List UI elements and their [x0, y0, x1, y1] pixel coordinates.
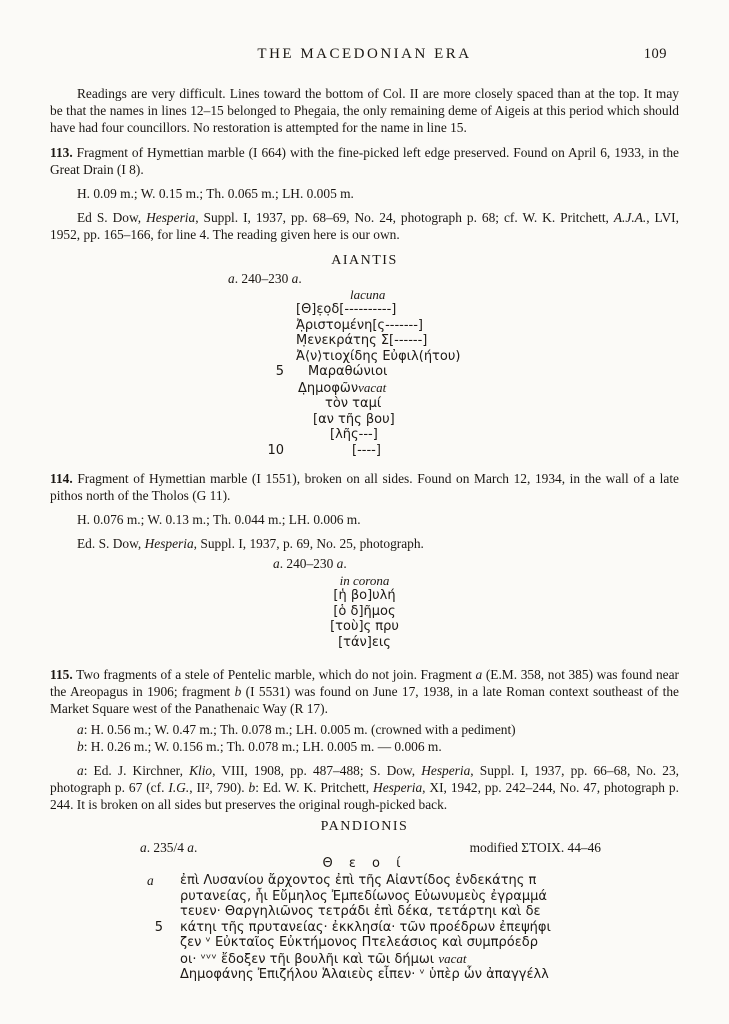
- in-corona-label: in corona: [339, 573, 390, 588]
- inscription-line: [180, 951, 679, 968]
- entry-115-dimensions-a: [50, 721, 679, 738]
- greek-text: [Θ]ε̣ο̣δ[----------]: [296, 302, 397, 317]
- entry-113-date: [228, 270, 679, 287]
- fragment-marker: a: [147, 873, 154, 888]
- bib-text: , Suppl. I, 1937, pp. 66–68, No. 23, photograph p. 67 (cf.: [50, 763, 679, 795]
- entry-115-date: [140, 839, 197, 856]
- greek-text: οι· ᵛᵛᵛ ἔδοξεν τῆι βουλῆι καὶ τῶι δήμωι: [180, 951, 439, 967]
- greek-text: Ἀ⟨ν⟩τιοχίδης Εὐφιλ(ήτου): [296, 348, 461, 364]
- bib-text: , II², 790).: [189, 780, 249, 795]
- journal-title: Klio: [189, 763, 213, 778]
- greek-text: [αν τῆς βου]: [313, 411, 395, 427]
- date-period: .: [343, 556, 347, 571]
- fragment-letter: a: [77, 763, 84, 778]
- entry-114-bibliography: [50, 535, 679, 552]
- heading-aiantis: AIANTIS: [331, 253, 398, 268]
- fragment-letter: a: [475, 667, 483, 682]
- line-number: 5: [275, 364, 284, 379]
- inscription-line: [50, 619, 679, 635]
- date-range: . 240–230: [234, 271, 292, 286]
- greek-text: ζεν ᵛ Εὐκταῖος Εὐκτήμονος Πτελεάσιος καὶ συμπρόεδρ: [180, 935, 538, 950]
- inscription-line: [296, 427, 679, 443]
- greek-text: τὸν ταμί: [325, 396, 382, 411]
- inscription-line: [296, 349, 679, 365]
- entry-113-description-text: Fragment of Hymettian marble (I 664) with the fine-picked left edge preserved. Found on April 6, 1933, in the Great Drain (I 8).: [50, 145, 679, 177]
- journal-title: Hesperia: [144, 536, 194, 551]
- dimensions-text: : H. 0.26 m.; W. 0.156 m.; Th. 0.078 m.; LH. 0.005 m. — 0.006 m.: [83, 739, 442, 754]
- stoichedon-note: modified ΣΤΟΙΧ. 44–46: [469, 840, 601, 855]
- vacat-label: vacat: [438, 950, 467, 966]
- description-text: (E.M. 358, not 385) was found near the Areopagus in 1906; fragment: [50, 667, 679, 699]
- inscription-line: [147, 873, 679, 889]
- inscription-line: [50, 588, 679, 604]
- theoi-invocation: Θ ε ο ί: [322, 856, 407, 871]
- date-range: . 240–230: [279, 556, 337, 571]
- inscription-line: [180, 967, 679, 983]
- bib-text: , Suppl. I, 1937, pp. 68–69, No. 24, photograph p. 68; cf. W. K. Pritchett,: [195, 210, 614, 225]
- entry-113-number: 113.: [50, 145, 73, 160]
- dimensions-text: : H. 0.56 m.; W. 0.47 m.; Th. 0.078 m.; LH. 0.005 m. (crowned with a pediment): [83, 722, 516, 737]
- entry-115-date-row: [50, 839, 679, 856]
- fragment-letter: b: [248, 780, 256, 795]
- fragment-letter: a: [77, 722, 84, 737]
- date-ante-mark: a: [273, 556, 280, 571]
- bib-text: Ed S. Dow,: [77, 210, 147, 225]
- journal-title: A.J.A.: [613, 210, 647, 225]
- bib-text: : Ed. W. K. Pritchett,: [255, 780, 374, 795]
- inscription-line: [267, 442, 679, 459]
- entry-115-bibliography: [50, 762, 679, 813]
- greek-text: Ἀ̣ριστομένη[ς-------]: [296, 317, 423, 333]
- journal-title: Hesperia: [373, 780, 423, 795]
- inscription-line: [154, 919, 679, 936]
- fragment-letter: b: [234, 684, 242, 699]
- inscription-line: [50, 635, 679, 651]
- entry-114-dimensions: H. 0.076 m.; W. 0.13 m.; Th. 0.044 m.; LH. 0.006 m.: [77, 512, 361, 527]
- inscription-line: [296, 302, 679, 318]
- inscription-line: [180, 935, 679, 951]
- running-title: THE MACEDONIAN ERA: [257, 46, 472, 62]
- entry-113-dimensions: H. 0.09 m.; W. 0.15 m.; Th. 0.065 m.; LH. 0.005 m.: [77, 186, 354, 201]
- page-number: 109: [643, 46, 667, 62]
- greek-text: κάτηι τῆς πρυτανείας· ἐκκλησία· τῶν προέδρων ἐπεψήφι: [180, 919, 551, 935]
- bib-text: Ed. S. Dow,: [77, 536, 145, 551]
- bib-text: : Ed. J. Kirchner,: [83, 763, 190, 778]
- greek-text: [ἡ βο]υλή: [333, 588, 396, 603]
- entry-113-bibliography: [50, 209, 679, 243]
- greek-text: τευεν· Θαργηλιῶνος τετράδι ἐπὶ δέκα, τετάρτηι καὶ δε: [180, 904, 541, 919]
- date-ante-mark: a: [187, 840, 194, 855]
- date-ante-mark: a: [228, 271, 235, 286]
- greek-text: [ὁ δ]ῆμος: [333, 603, 396, 619]
- line-number: 10: [267, 442, 284, 458]
- lacuna-label: lacuna: [350, 287, 386, 302]
- date-period: .: [193, 840, 198, 855]
- line-number: 5: [154, 919, 163, 935]
- bib-text: , XI, 1942, pp. 242–244, No. 47, photograph p. 244. It is broken on all sides but preserves the original rough-picked back.: [50, 780, 679, 812]
- greek-text: Δ̣ημοφῶν: [298, 380, 359, 396]
- description-text: (I 5531) was found on June 17, 1938, in a late Roman context southeast of the Market Square west of the Panathenaic Way (R 17).: [50, 684, 679, 716]
- greek-text: [----]: [352, 442, 381, 458]
- bib-text: , Suppl. I, 1937, p. 69, No. 25, photograph.: [193, 536, 424, 551]
- heading-pandionis: PANDIONIS: [320, 819, 409, 834]
- inscription-line: [275, 364, 679, 380]
- entry-114-number: 114.: [50, 471, 73, 486]
- entry-115-dimensions-b: [50, 738, 679, 755]
- greek-text: Δημοφάνης Ἐπιζήλου Ἁλαιεὺς εἶπεν· ᵛ ὑπὲρ ὧν ἀπαγγέλλ: [180, 967, 549, 982]
- greek-text: [τοὺ]ς πρυ: [330, 619, 399, 634]
- date-ante-mark: a: [336, 556, 344, 571]
- inscription-line: [180, 904, 679, 920]
- inscription-line: [296, 318, 679, 334]
- entry-115-number: 115.: [50, 667, 73, 682]
- journal-title: Hesperia: [421, 763, 471, 778]
- fragment-letter: b: [77, 739, 84, 754]
- inscription-line: [296, 333, 679, 349]
- vacat-label: vacat: [358, 379, 387, 395]
- greek-text: ρυτανείας, ἧι Εὔμηλος Ἐμπεδίωνος Εὐωνυμεὺς ἐγραμμά: [180, 888, 547, 904]
- inscription-line: [180, 889, 679, 905]
- entry-113-description: [50, 144, 679, 178]
- inscription-114: [50, 588, 679, 650]
- entry-114-description-text: Fragment of Hymettian marble (I 1551), broken on all sides. Found on March 12, 1934, in the wall of a late pithos north of the Tholos (G 11).: [50, 471, 679, 503]
- greek-text: [τάν]εις: [338, 634, 391, 650]
- inscription-line: [296, 380, 679, 397]
- description-text: Two fragments of a stele of Pentelic marble, which do not join. Fragment: [72, 667, 476, 682]
- bib-text: , VIII, 1908, pp. 487–488; S. Dow,: [212, 763, 422, 778]
- intro-paragraph: Readings are very difficult. Lines toward the bottom of Col. II are more closely spaced than at the top. It may be that the names in lines 12–15 belonged to Phegaia, the only remaining deme of Aigeis at this period which should have had four councillors. No restoration is attempted for the name in line 15.: [50, 86, 679, 135]
- greek-text: Μ̣ενεκράτης Σ[------]: [296, 333, 428, 348]
- entry-114-description: [50, 470, 679, 504]
- inscription-line: [50, 604, 679, 620]
- date-period: .: [298, 271, 302, 286]
- greek-text: [λῆς---]: [330, 427, 378, 442]
- entry-114-date: [273, 555, 679, 572]
- greek-text: ἐπὶ Λυσανίου ἄρχοντος ἐπὶ τῆς Αἰαντίδος ἑνδεκάτης π: [180, 873, 537, 888]
- inscription-115: [147, 873, 679, 983]
- inscription-line: [296, 412, 679, 428]
- journal-title: Hesperia: [146, 210, 196, 225]
- date-ante-mark: a: [291, 271, 299, 286]
- inscription-113: [267, 302, 679, 458]
- page-header: [50, 46, 679, 63]
- greek-text: Μαραθώνιοι: [308, 364, 388, 379]
- date-ante-mark: a: [140, 840, 147, 855]
- inscription-line: [296, 396, 679, 412]
- bib-text: , LVI, 1952, pp. 165–166, for line 4. The reading given here is our own.: [50, 210, 679, 242]
- entry-115-description: [50, 666, 679, 717]
- date-range: . 235/4: [146, 840, 188, 855]
- journal-title: I.G.: [168, 780, 190, 795]
